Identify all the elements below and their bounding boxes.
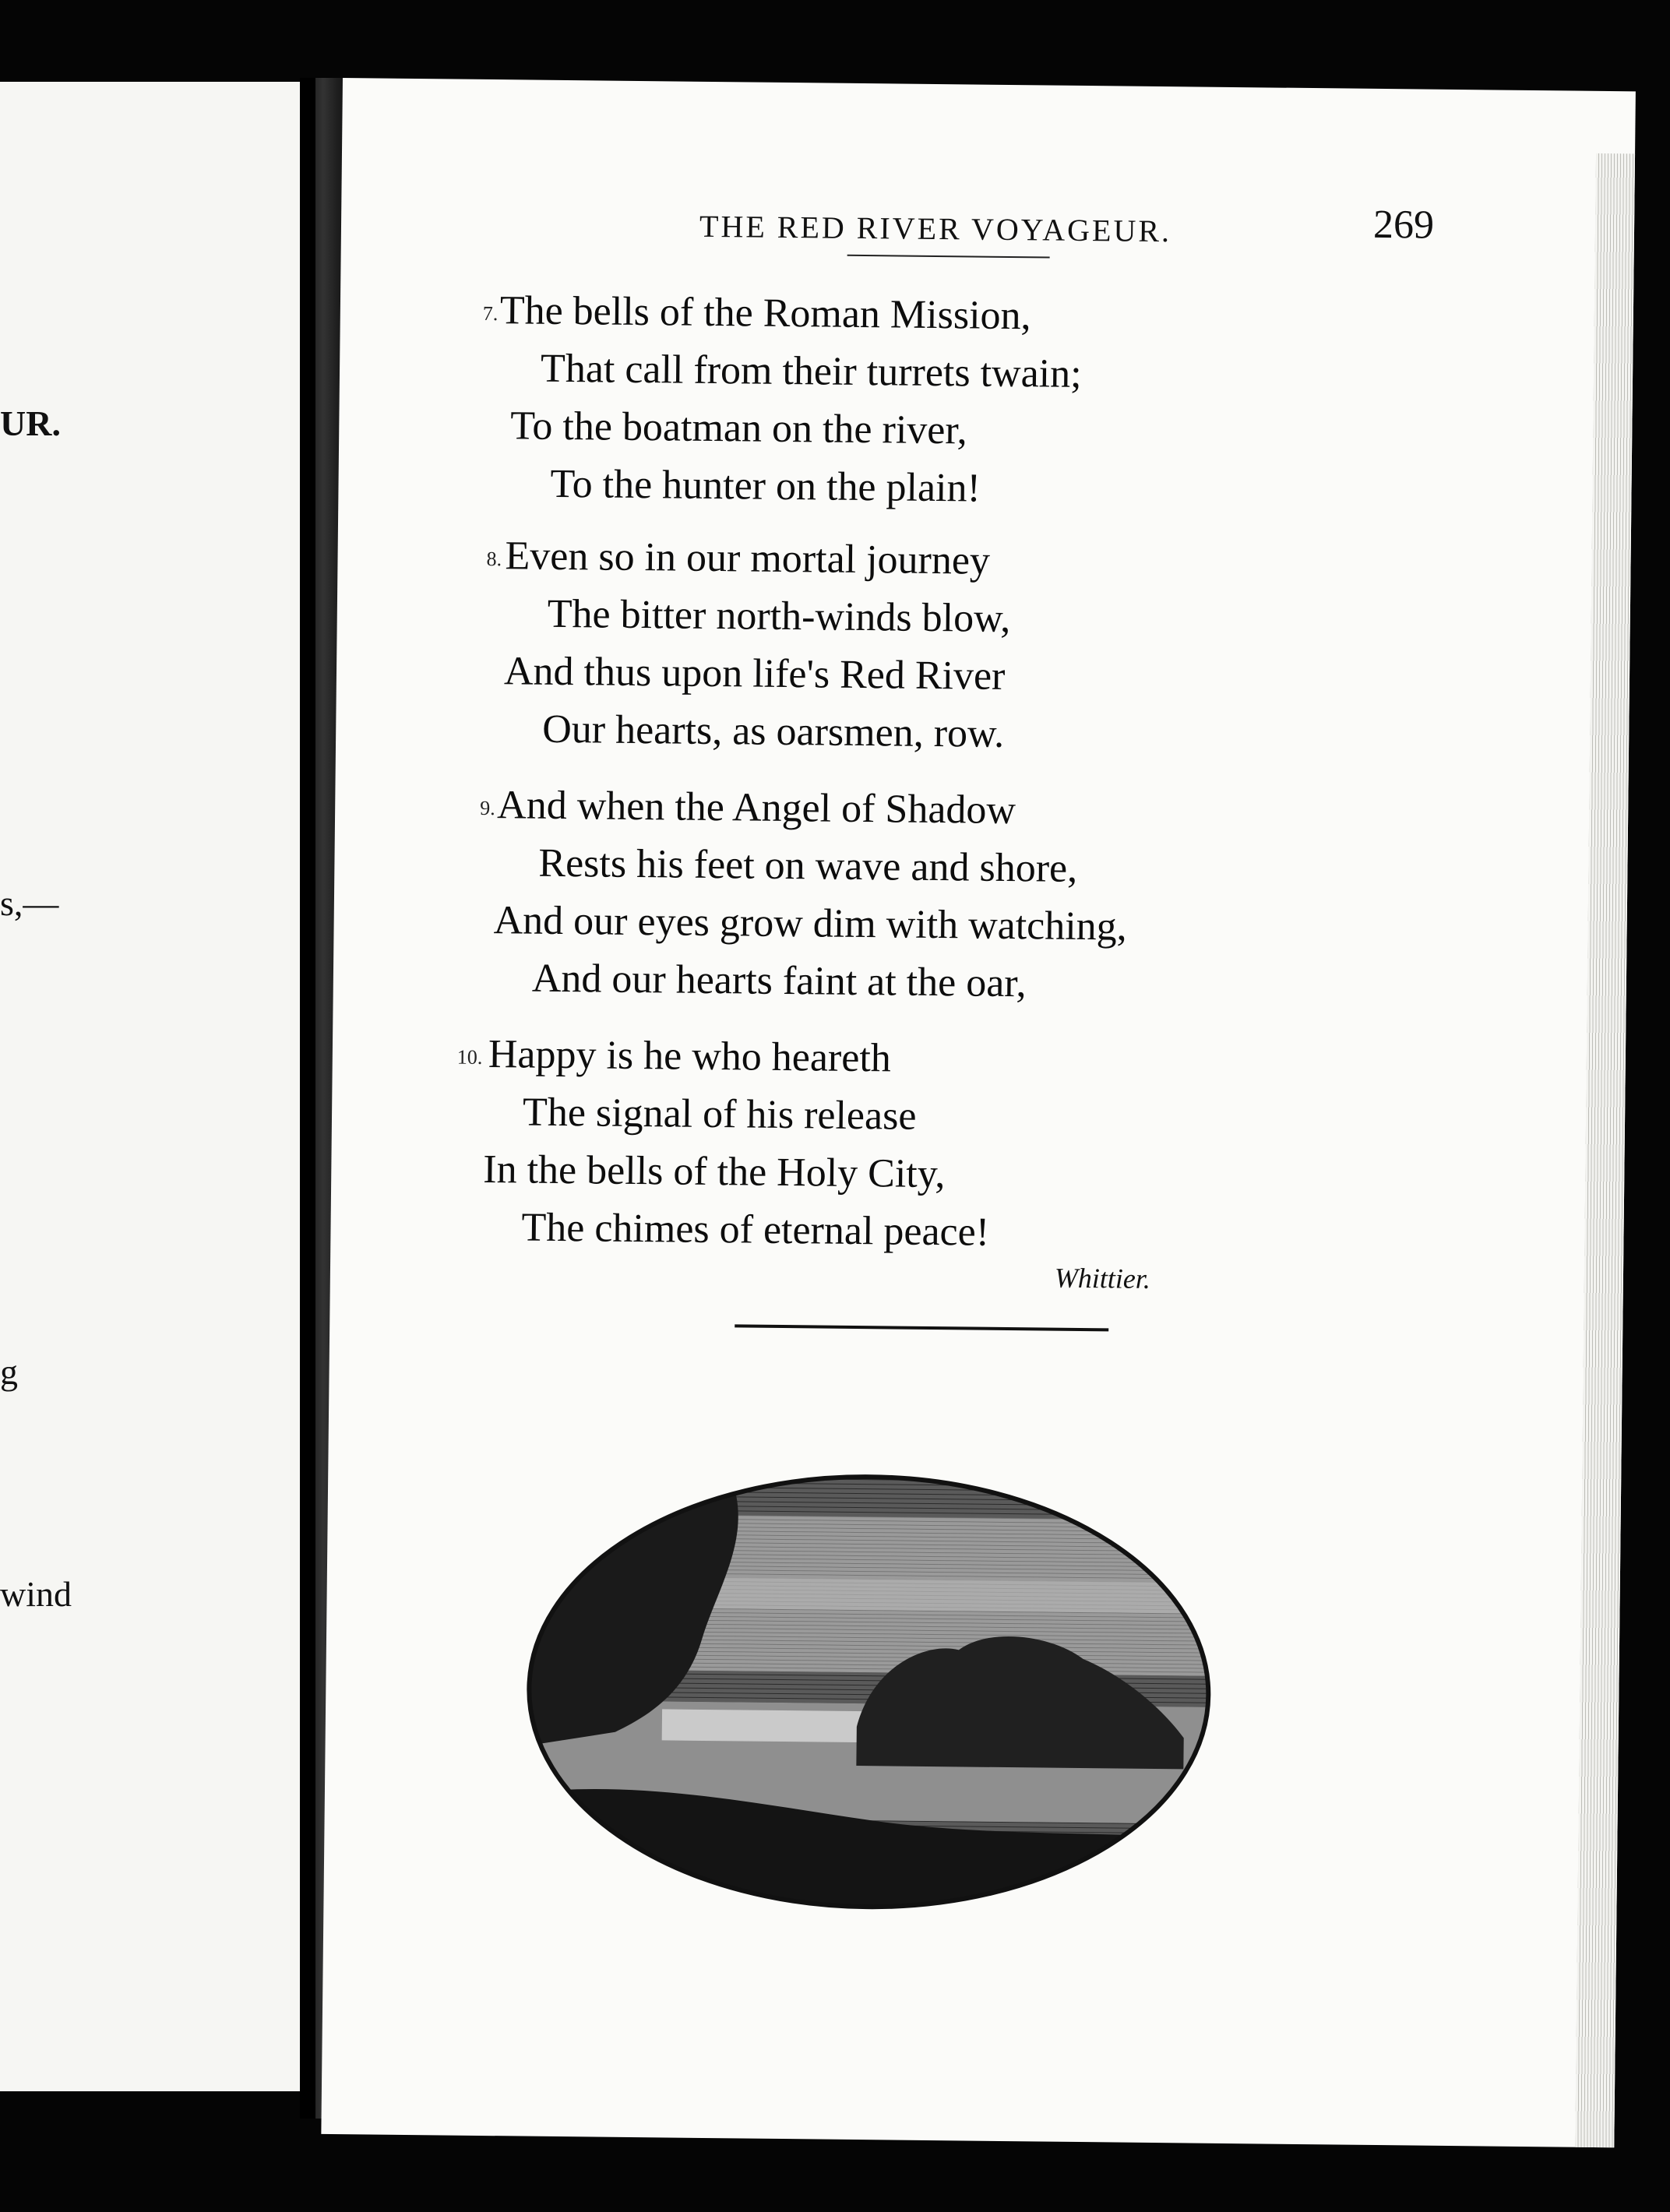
stanza-line-text: That call from their turrets twain; — [540, 346, 1082, 396]
stanza-line-text: The chimes of eternal peace! — [521, 1205, 990, 1255]
gutter-shadow — [300, 78, 315, 2119]
stanza-line-text: And our hearts faint at the oar, — [531, 956, 1027, 1006]
stanza-line — [480, 777, 1510, 845]
stanza-line-text: The signal of his release — [522, 1090, 917, 1139]
stanza-line-text: Our hearts, as oarsmen, row. — [541, 706, 1005, 756]
stanza-line — [482, 282, 1513, 350]
stanza-line — [538, 835, 1552, 903]
left-page — [0, 82, 308, 2091]
stanza-line-text: Rests his feet on wave and shore, — [538, 840, 1078, 891]
stanza-line-text: The bitter north-winds blow, — [547, 591, 1011, 642]
stanza-line-text: The bells of the Roman Mission, — [499, 288, 1031, 339]
stanza-number: 10. — [456, 1045, 483, 1069]
stanza-line-text: In the bells of the Holy City, — [483, 1147, 946, 1197]
stanza-line — [456, 1026, 1501, 1094]
stanza-line-text: And thus upon life's Red River — [503, 649, 1006, 699]
stanza-line — [504, 643, 1517, 711]
stanza-8 — [336, 526, 1351, 767]
stanza-line — [541, 340, 1554, 409]
stanza-number: 7. — [482, 301, 499, 326]
stanza-line — [493, 892, 1506, 960]
stanza-number: 9. — [480, 796, 495, 820]
stanza-10 — [330, 1024, 1345, 1266]
stanza-line — [483, 1141, 1496, 1210]
left-page-fragment-1: UR. — [0, 403, 61, 443]
stanza-line — [532, 950, 1545, 1019]
stanza-line-text: To the boatman on the river, — [510, 403, 967, 453]
oval-landscape-engraving — [520, 1467, 1217, 1918]
page-number: 269 — [1372, 202, 1435, 248]
attribution: Whittier. — [1054, 1262, 1151, 1294]
stanza-line-text: Even so in our mortal journey — [505, 534, 991, 583]
stanza-line-text: Happy is he who heareth — [488, 1032, 892, 1081]
engraving-scene — [520, 1467, 1217, 1918]
stanza-line-text: And when the Angel of Shadow — [496, 783, 1016, 833]
left-page-fragment-4: wind — [0, 1574, 72, 1614]
running-head-rule — [847, 255, 1050, 259]
stanza-line — [521, 1199, 1534, 1267]
stanza-number: 8. — [486, 547, 502, 571]
stanza-line — [550, 456, 1563, 524]
stanza-line-text: And our eyes grow dim with watching, — [493, 898, 1128, 949]
stanza-line — [542, 701, 1555, 770]
left-page-fragment-3: g — [0, 1352, 18, 1392]
stanza-7 — [338, 280, 1353, 522]
stanza-line — [486, 527, 1518, 596]
end-rule — [735, 1324, 1108, 1331]
stanza-line — [510, 397, 1524, 466]
stanza-line — [547, 586, 1560, 654]
running-head: THE RED RIVER VOYAGEUR. — [699, 208, 1172, 249]
left-page-fragment-2: s,— — [0, 883, 59, 923]
stanza-line-text: To the hunter on the plain! — [550, 461, 981, 511]
stanza-line — [523, 1083, 1536, 1152]
right-page — [321, 78, 1636, 2147]
stanza-9 — [333, 775, 1348, 1016]
